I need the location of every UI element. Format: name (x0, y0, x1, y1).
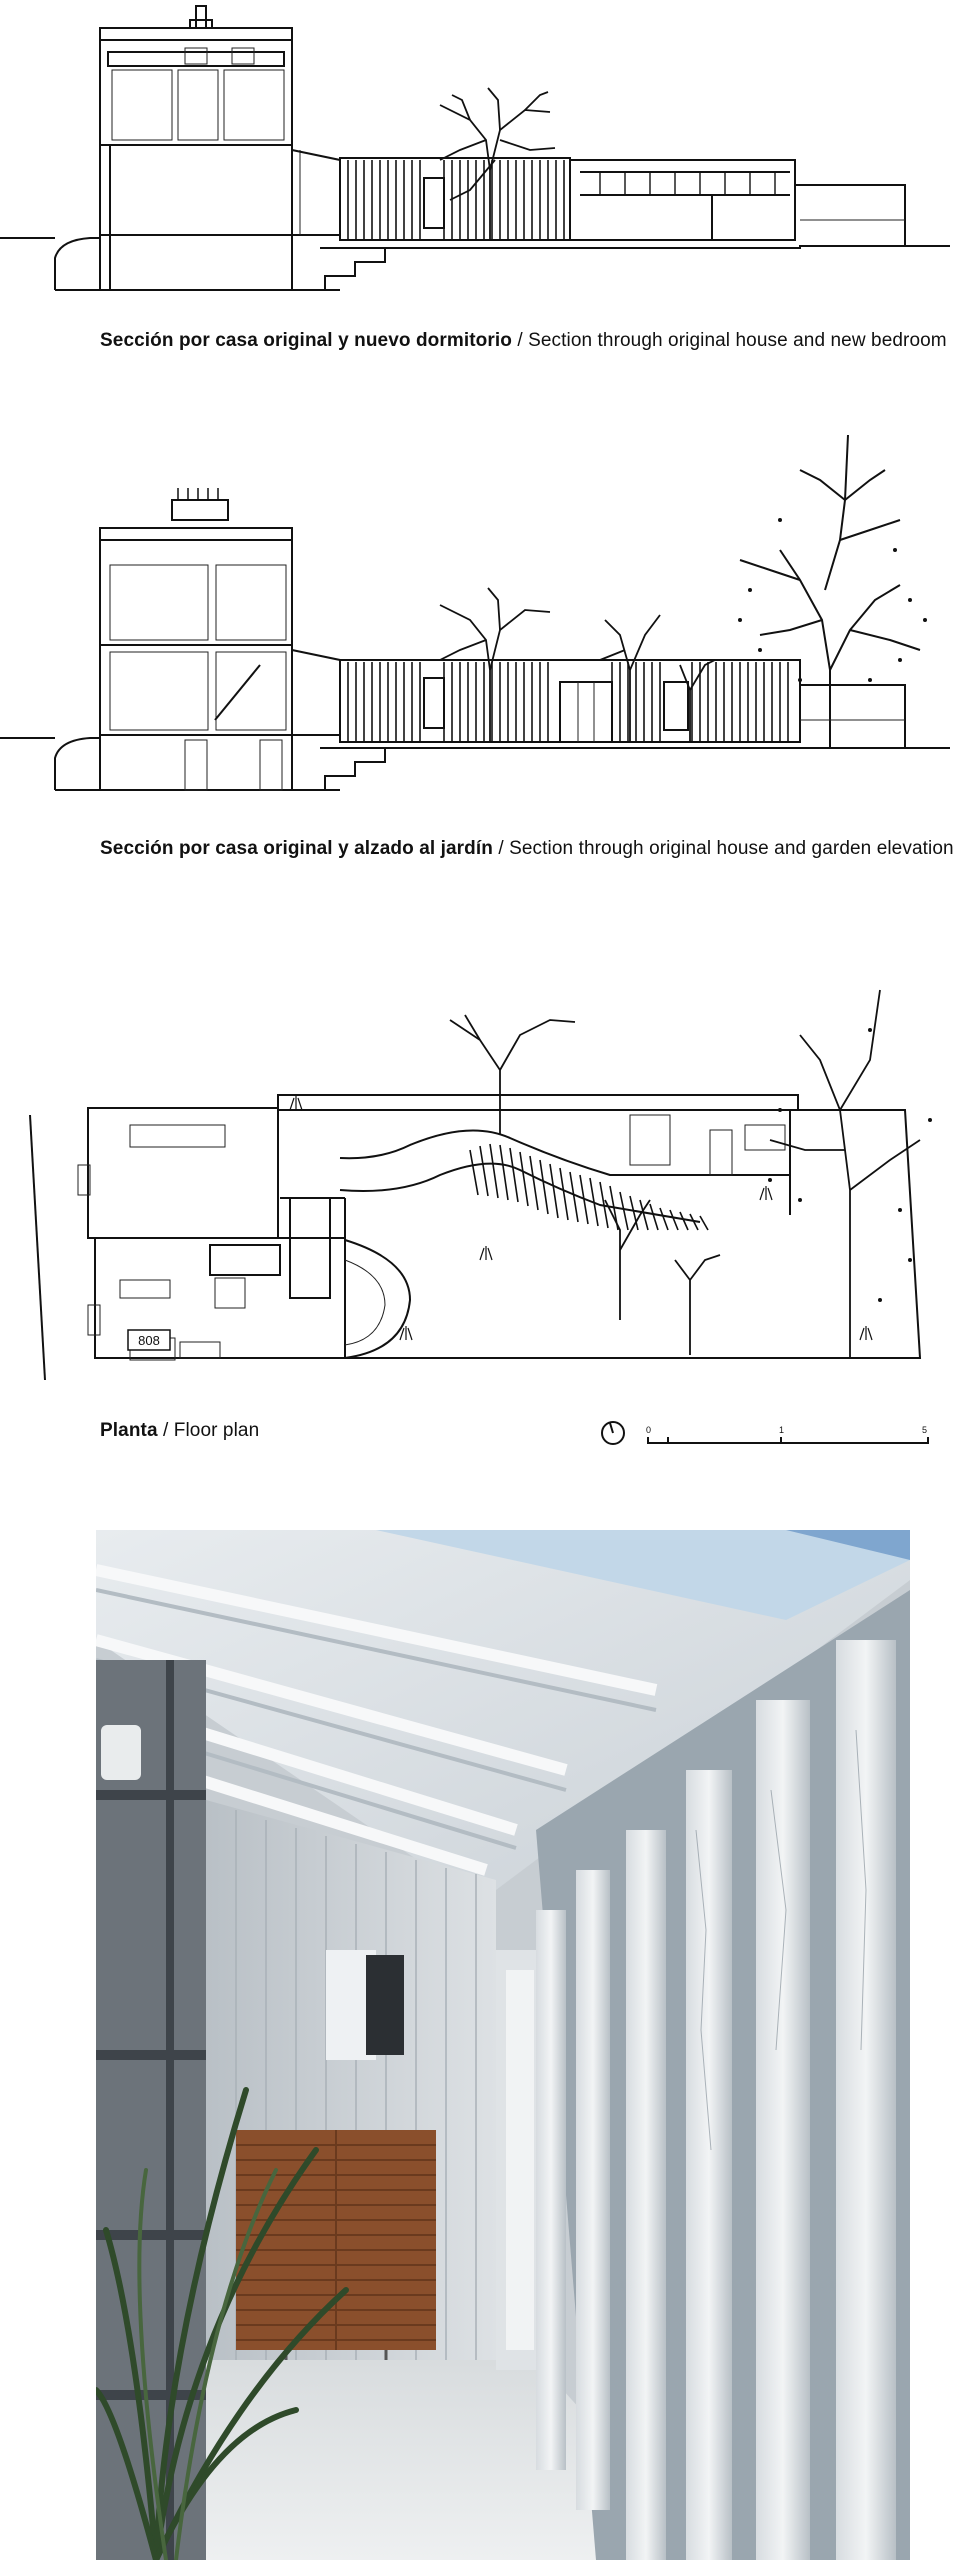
section-drawing-2 (0, 420, 968, 810)
plan-caption: Planta / Floor plan (100, 1420, 260, 1441)
scale-label-5: 5 (922, 1425, 928, 1435)
plan-room-label: 808 (138, 1333, 160, 1348)
scale-label-1: 1 (779, 1425, 785, 1435)
floor-plan-drawing (0, 960, 968, 1380)
interior-photo (96, 1530, 910, 2560)
scale-label-0: 0 (646, 1425, 652, 1435)
section-drawing-1 (0, 0, 968, 310)
section-1-caption: Sección por casa original y nuevo dormitorio / Section through original house and new bedroom (100, 330, 947, 351)
scale-bar (598, 1415, 938, 1451)
section-2-caption: Sección por casa original y alzado al jardín / Section through original house and garden elevation (100, 838, 954, 859)
